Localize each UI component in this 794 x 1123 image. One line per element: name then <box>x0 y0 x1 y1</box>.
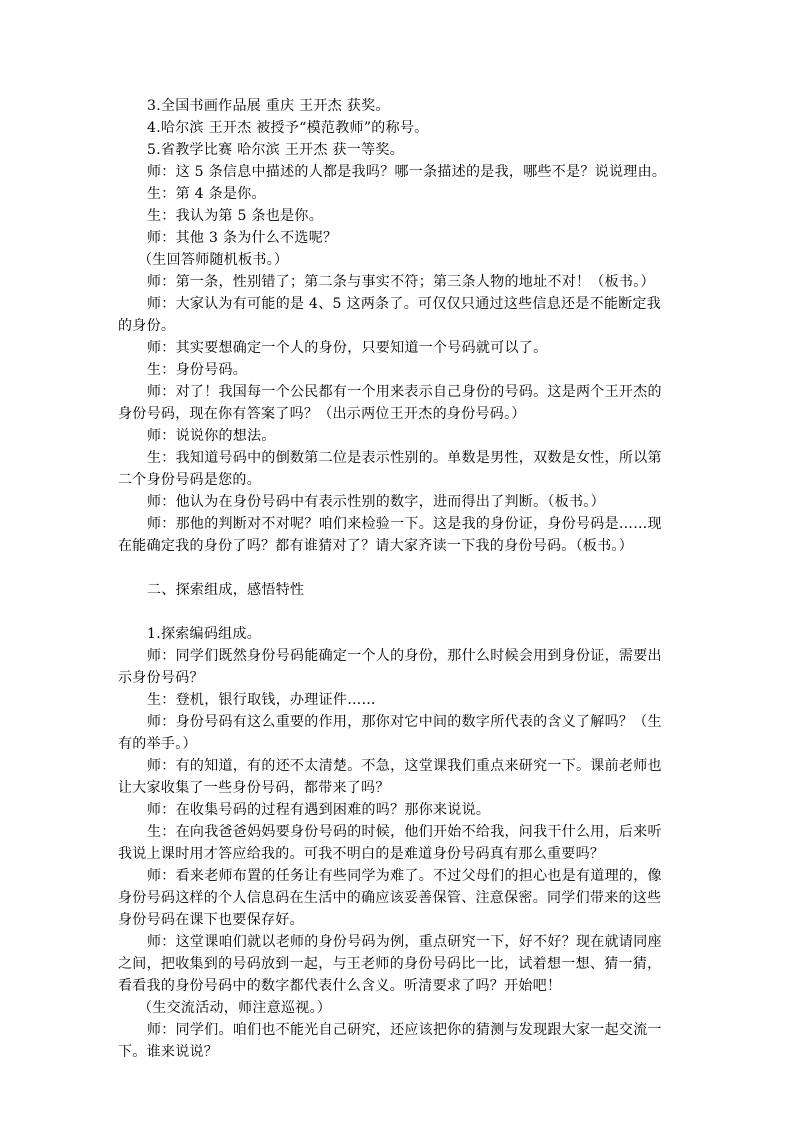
paragraph-line: 身份号码，现在你有答案了吗？（出示两位王开杰的身份号码。） <box>118 406 526 422</box>
paragraph-line: 师：同学们既然身份号码能确定一个人的身份，那什么时候会用到身份证，需要出 <box>147 648 662 664</box>
document-body <box>118 95 678 1063</box>
paragraph-line: 二个身份号码是您的。 <box>118 472 261 488</box>
paragraph-line: 生：登机，银行取钱，办理证件…… <box>147 692 376 708</box>
paragraph-line: 生：在向我爸爸妈妈要身份号码的时候，他们开始不给我，问我干什么用，后来听 <box>147 824 662 840</box>
paragraph-line: 师：有的知道，有的还不太清楚。不急，这堂课我们重点来研究一下。课前老师也 <box>147 758 662 774</box>
paragraph-line: 师：大家认为有可能的是 4、5 这两条了。可仅仅只通过这些信息还是不能断定我 <box>147 296 662 312</box>
subsection-heading: 1.探索编码组成。 <box>147 626 262 642</box>
paragraph-line: 师：看来老师布置的任务让有些同学为难了。不过父母们的担心也是有道理的，像 <box>147 868 662 884</box>
paragraph-line: 身份号码这样的个人信息码在生活中的确应该妥善保管、注意保密。同学们带来的这些 <box>118 890 662 906</box>
section-heading: 二、探索组成，感悟特性 <box>147 582 305 598</box>
paragraph-line: 生：第 4 条是你。 <box>147 186 266 202</box>
paragraph-line: 之间，把收集到的号码放到一起，与王老师的身份号码比一比，试着想一想、猜一猜， <box>118 956 662 972</box>
paragraph-line: 师：这堂课咱们就以老师的身份号码为例，重点研究一下，好不好？现在就请同座 <box>147 934 662 950</box>
paragraph-line: 师：身份号码有这么重要的作用，那你对它中间的数字所代表的含义了解吗？（生 <box>147 714 662 730</box>
paragraph-line: 在能确定我的身份了吗？都有谁猜对了？请大家齐读一下我的身份号码。（板书。） <box>118 538 634 554</box>
paragraph-line: 师：这 5 条信息中描述的人都是我吗？哪一条描述的是我，哪些不是？说说理由。 <box>147 164 667 180</box>
paragraph-line: 让大家收集了一些身份号码，都带来了吗？ <box>118 780 390 796</box>
paragraph-line: 师：其他 3 条为什么不选呢？ <box>147 230 338 246</box>
paragraph-line: 我说上课时用才答应给我的。可我不明白的是难道身份号码真有那么重要吗？ <box>118 846 605 862</box>
list-item: 3.全国书画作品展 重庆 王开杰 获奖。 <box>147 98 390 114</box>
paragraph-line: 有的举手。） <box>118 736 197 752</box>
paragraph-line: 师：同学们。咱们也不能光自己研究，还应该把你的猜测与发现跟大家一起交流一 <box>147 1022 662 1038</box>
paragraph-line: 下。谁来说说？ <box>118 1044 219 1060</box>
paragraph-line: 师：说说你的想法。 <box>147 428 276 444</box>
paragraph-line: 生：我知道号码中的倒数第二位是表示性别的。单数是男性，双数是女性，所以第 <box>147 450 662 466</box>
paragraph-line: （生交流活动，师注意巡视。） <box>138 1000 332 1016</box>
paragraph-line: 师：对了！我国每一个公民都有一个用来表示自己身份的号码。这是两个王开杰的 <box>147 384 662 400</box>
list-item: 5.省教学比赛 哈尔滨 王开杰 获一等奖。 <box>147 142 405 158</box>
paragraph-line: 师：那他的判断对不对呢？咱们来检验一下。这是我的身份证，身份号码是……现 <box>147 516 662 532</box>
paragraph-line: 师：他认为在身份号码中有表示性别的数字，进而得出了判断。（板书。） <box>147 494 605 510</box>
paragraph-line: 师：第一条，性别错了；第二条与事实不符；第三条人物的地址不对！（板书。） <box>147 274 655 290</box>
paragraph-line: 师：在收集号码的过程有遇到困难的吗？那你来说说。 <box>147 802 491 818</box>
paragraph-line: 生：我认为第 5 条也是你。 <box>147 208 324 224</box>
paragraph-line: 师：其实要想确定一个人的身份，只要知道一个号码就可以了。 <box>147 340 548 356</box>
paragraph-line: 看看我的身份号码中的数字都代表什么含义。听清要求了吗？开始吧！ <box>118 978 562 994</box>
paragraph-line: 生：身份号码。 <box>147 362 248 378</box>
list-item: 4.哈尔滨 王开杰 被授予“模范教师”的称号。 <box>147 120 429 136</box>
paragraph-line: 示身份号码？ <box>118 670 204 686</box>
paragraph-line: 的身份。 <box>118 318 176 334</box>
paragraph-line: 身份号码在课下也要保存好。 <box>118 912 304 928</box>
paragraph-line: （生回答师随机板书。） <box>138 252 289 268</box>
